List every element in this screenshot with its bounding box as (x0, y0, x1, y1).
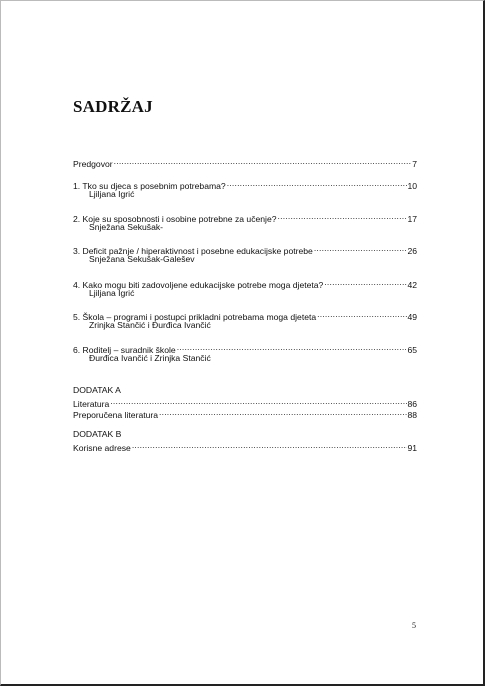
toc-row (73, 211, 417, 222)
toc-entry-title: 4. Kako mogu biti zadovoljene edukacijske potrebe moga djeteta? (73, 280, 324, 290)
toc-entry-title: 2. Koje su sposobnosti i osobine potrebne za učenje? (73, 214, 277, 224)
toc-entry-page: 65 (407, 345, 417, 355)
toc-entry-page: 86 (407, 399, 417, 409)
toc-entry-page: 88 (407, 410, 417, 420)
toc-entry-5 (73, 309, 417, 331)
leader-dots (113, 156, 413, 167)
toc-entry-page: 42 (407, 280, 417, 290)
toc-entry-author: Đurđica Ivančić i Zrinjka Stančić (89, 353, 211, 363)
toc-entry-author: Ljiljana Igrić (89, 189, 135, 199)
toc-entry-4 (73, 277, 417, 299)
toc-entry-author: Ljiljana Igrić (89, 288, 135, 298)
page-number: 5 (412, 621, 416, 630)
toc-entry-2 (73, 211, 417, 233)
toc-entry-page: 49 (407, 312, 417, 322)
toc-entry-title: Predgovor (73, 159, 113, 169)
toc-entry-page: 91 (407, 443, 417, 453)
leader-dots (313, 243, 408, 254)
leader-dots (323, 277, 407, 288)
toc-entry-page: 17 (407, 214, 417, 224)
toc-row (73, 407, 417, 418)
toc-entry-preface (73, 156, 417, 167)
toc-entry-page: 7 (412, 159, 417, 169)
page-title: SADRŽAJ (73, 97, 153, 116)
leader-dots (109, 396, 407, 407)
leader-dots (131, 440, 408, 451)
toc-entry-1 (73, 178, 417, 200)
toc-entry-title: Preporučena literatura (73, 410, 159, 420)
toc-entry-author: Snježana Sekušak- (89, 222, 164, 232)
toc-entry-page: 26 (407, 246, 417, 256)
leader-dots (226, 178, 408, 189)
toc-row (73, 396, 417, 407)
toc-entry-author: Snježana Sekušak-Galešev (89, 254, 195, 264)
toc-entry-title: Korisne adrese (73, 443, 131, 453)
toc-entry-title: 3. Deficit pažnje / hiperaktivnost i posebne edukacijske potrebe (73, 246, 313, 256)
leader-dots (158, 407, 407, 418)
toc-row (73, 277, 417, 288)
toc-entry-title: Literatura (73, 399, 110, 409)
appendix-heading: DODATAK B (73, 429, 122, 439)
toc-entry-3 (73, 243, 417, 265)
appendix-heading: DODATAK A (73, 385, 121, 395)
toc-entry-6 (73, 342, 417, 364)
leader-dots (316, 309, 407, 320)
toc-entry-page: 10 (407, 181, 417, 191)
toc-row (73, 342, 417, 353)
leader-dots (277, 211, 408, 222)
toc-entry-title: 1. Tko su djeca s posebnim potrebama? (73, 181, 226, 191)
appendix-b (73, 429, 417, 451)
toc-entry-title: 5. Škola – programi i postupci prikladni potrebama moga djeteta (73, 312, 317, 322)
leader-dots (176, 342, 408, 353)
toc-row (73, 309, 417, 320)
toc-row (73, 440, 417, 451)
toc-row (73, 243, 417, 254)
appendix-a (73, 385, 417, 418)
toc-row (73, 178, 417, 189)
toc-entry-author: Zrinjka Stančić i Đurđica Ivančić (89, 320, 211, 330)
toc-row (73, 156, 417, 167)
toc-entry-title: 6. Roditelj – suradnik škole (73, 345, 176, 355)
